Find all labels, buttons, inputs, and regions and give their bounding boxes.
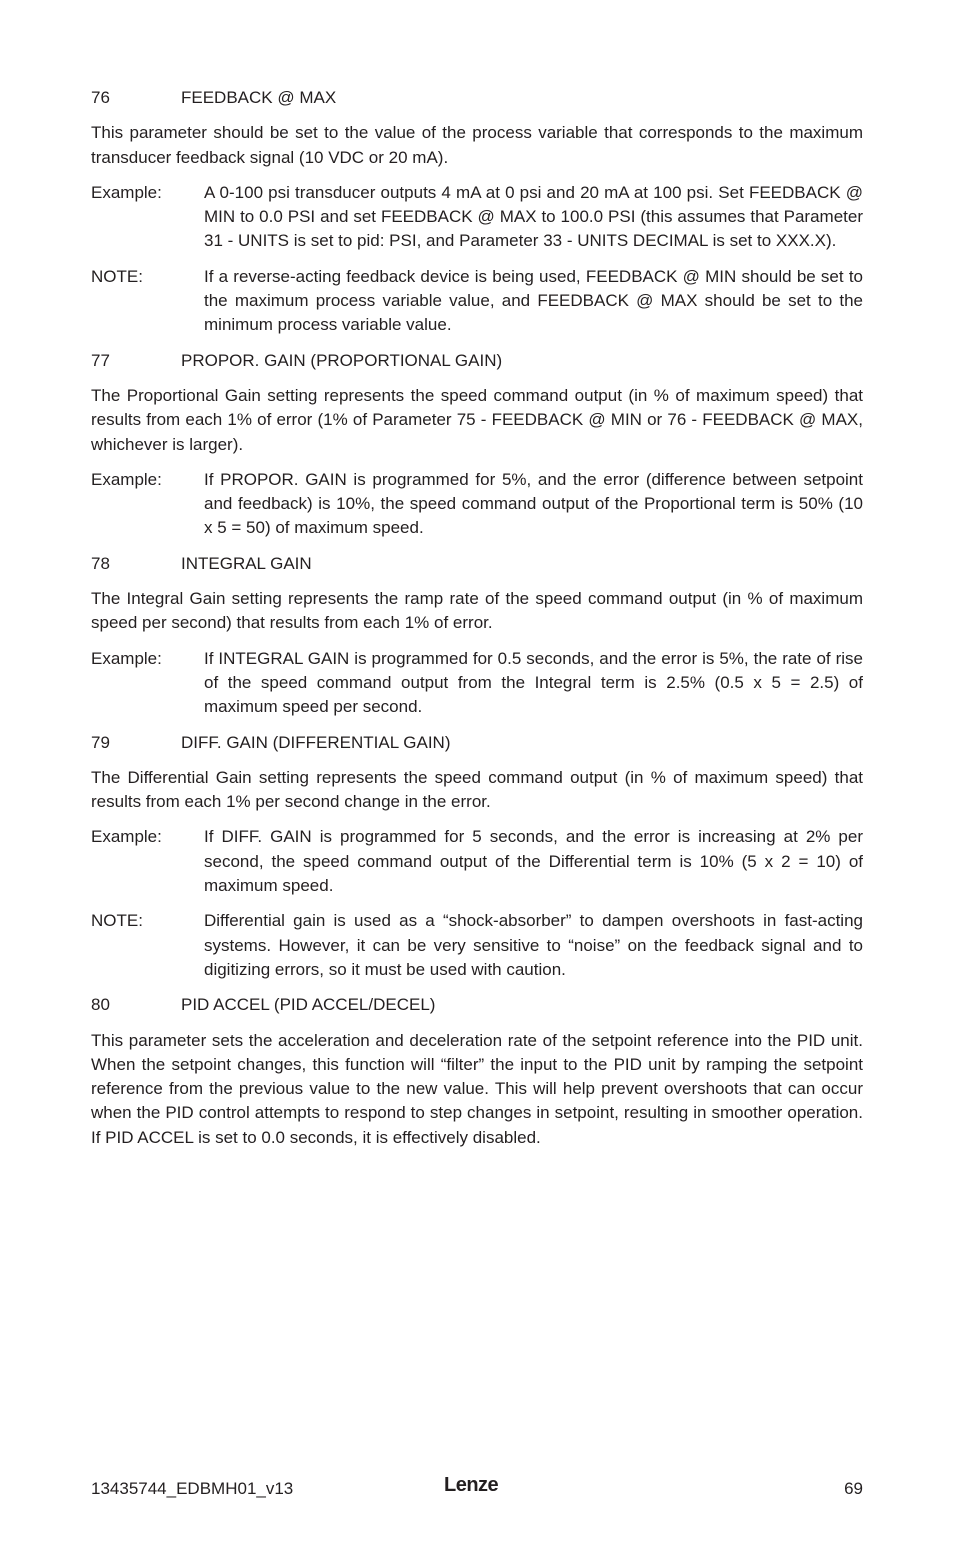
parameter-title: PID ACCEL (PID ACCEL/DECEL) <box>181 995 436 1015</box>
parameter-description: The Differential Gain setting represents the speed command output (in % of maximum speed) that results from each 1% per second change in the error. <box>91 767 863 812</box>
parameter-title: DIFF. GAIN (DIFFERENTIAL GAIN) <box>181 732 451 752</box>
parameter-title: INTEGRAL GAIN <box>181 553 312 573</box>
parameter-title: FEEDBACK @ MAX <box>181 88 337 107</box>
note-text: A 0-100 psi transducer outputs 4 mA at 0 psi and 20 mA at 100 psi. Set FEEDBACK @ MIN to 0.0 PSI and set FEEDBACK @ MAX to 100.0 PSI (this assumes that Parameter 31 - UNITS is set to pid: PSI, and Parameter 33 - UNITS DECIMAL is set to XXX.X). <box>204 182 863 251</box>
parameter-number: 79 <box>91 732 110 752</box>
note-text: If DIFF. GAIN is programmed for 5 seconds, and the error is increasing at 2% per second, the speed command output of the Differential term is 10% (5 x 2 = 10) of maximum speed. <box>204 827 863 896</box>
example-note <box>91 468 863 541</box>
parameter-heading <box>91 349 863 373</box>
example-note <box>91 181 863 254</box>
parameter-number: 76 <box>91 88 110 107</box>
parameter-heading <box>91 86 863 110</box>
note-label: Example: <box>91 648 162 668</box>
caution-note <box>91 909 863 982</box>
note-label: Example: <box>91 182 162 202</box>
note-text: If a reverse-acting feedback device is being used, FEEDBACK @ MIN should be set to the maximum process variable value, and FEEDBACK @ MAX should be set to the minimum process variable value. <box>204 266 863 335</box>
note-label: Example: <box>91 469 162 489</box>
section-80 <box>91 993 863 1150</box>
document-id: 13435744_EDBMH01_v13 <box>91 1479 294 1498</box>
page-number: 69 <box>844 1479 863 1498</box>
note-text: If PROPOR. GAIN is programmed for 5%, and the error (difference between setpoint and feedback) is 10%, the speed command output of the Proportional term is 50% (10 x 5 = 50) of maximum speed. <box>204 469 863 538</box>
note-text: If INTEGRAL GAIN is programmed for 0.5 seconds, and the error is 5%, the rate of rise of the speed command output from the Integral term is 2.5% (0.5 x 5 = 2.5) of maximum speed per second. <box>204 648 863 717</box>
parameter-number: 78 <box>91 553 110 573</box>
parameter-heading <box>91 731 863 755</box>
parameter-heading <box>91 552 863 576</box>
parameter-number: 80 <box>91 995 110 1015</box>
caution-note <box>91 265 863 338</box>
parameter-description: This parameter sets the acceleration and deceleration rate of the setpoint reference into the PID unit. When the setpoint changes, this function will “filter” the input to the PID unit by ramping the setpoint reference from the previous value to the new value. This will help prevent overshoots that can occur when the PID control attempts to respond to step changes in setpoint, resulting in smoother operation. If PID ACCEL is set to 0.0 seconds, it is effectively disabled. <box>91 1030 863 1147</box>
parameter-title: PROPOR. GAIN (PROPORTIONAL GAIN) <box>181 350 503 370</box>
section-76 <box>91 86 863 338</box>
parameter-number: 77 <box>91 350 110 370</box>
parameter-description: The Proportional Gain setting represents the speed command output (in % of maximum speed) that results from each 1% of error (1% of Parameter 75 - FEEDBACK @ MIN or 76 - FEEDBACK @ MAX, whichever is larger). <box>91 385 863 454</box>
parameter-description: The Integral Gain setting represents the ramp rate of the speed command output (in % of maximum speed per second) that results from each 1% of error. <box>91 589 863 633</box>
parameter-description: This parameter should be set to the value of the process variable that corresponds to the maximum transducer feedback signal (10 VDC or 20 mA). <box>91 123 863 167</box>
section-77 <box>91 349 863 541</box>
example-note <box>91 647 863 720</box>
note-label: NOTE: <box>91 911 143 931</box>
section-78 <box>91 552 863 720</box>
example-note <box>91 825 863 898</box>
page-content <box>91 86 863 1150</box>
note-label: Example: <box>91 827 162 847</box>
lenze-logo: Lenze <box>444 1474 499 1496</box>
note-text: Differential gain is used as a “shock-absorber” to dampen overshoots in fast-acting systems. However, it can be very sensitive to “noise” on the feedback signal and to digitizing errors, so it must be used with caution. <box>204 911 863 979</box>
parameter-heading <box>91 993 863 1017</box>
section-79 <box>91 731 863 983</box>
note-label: NOTE: <box>91 266 143 286</box>
